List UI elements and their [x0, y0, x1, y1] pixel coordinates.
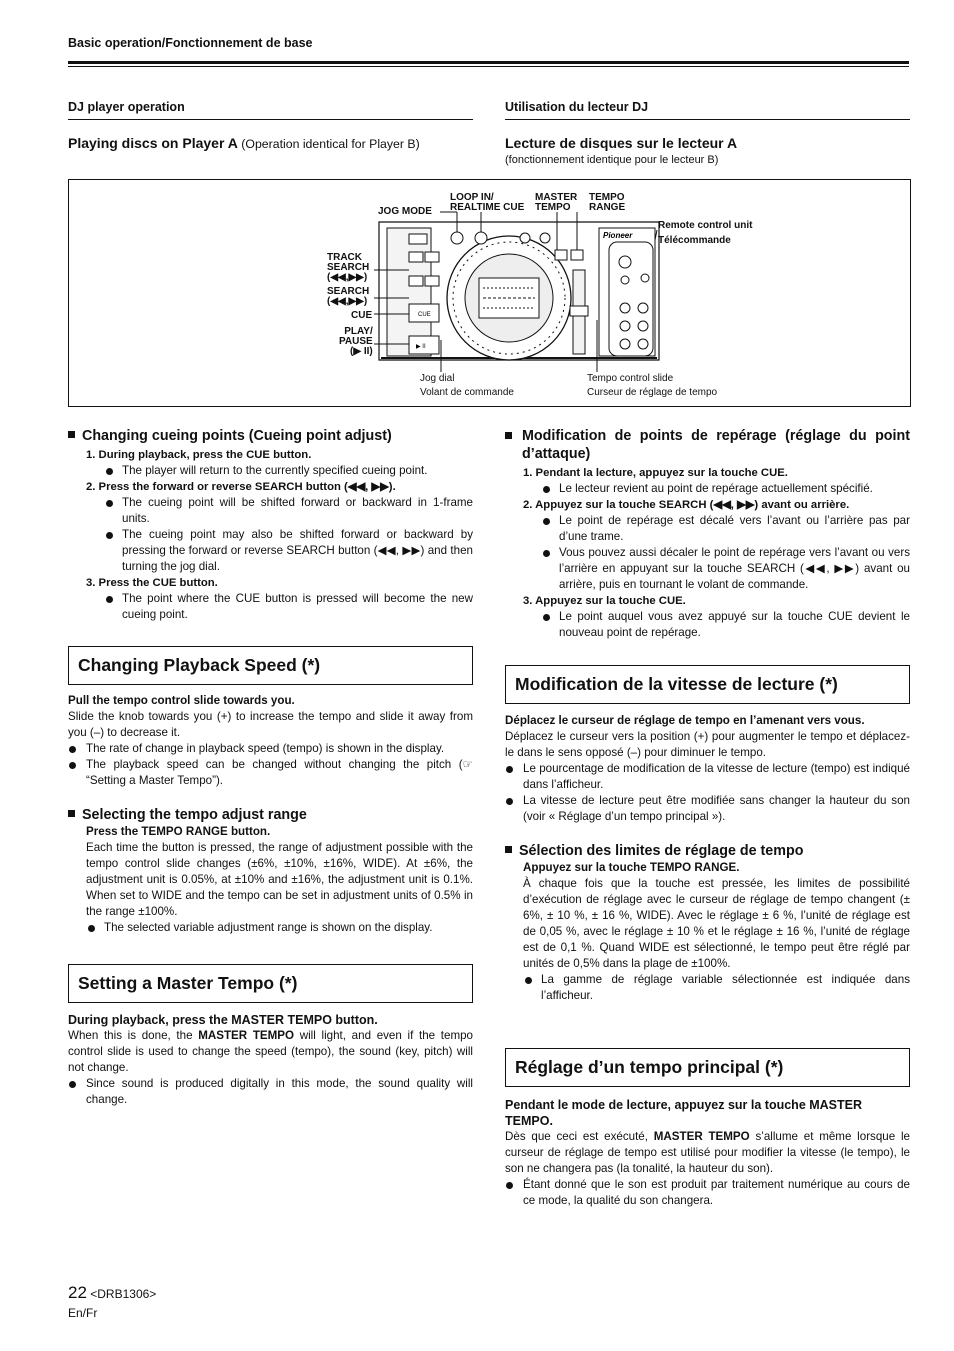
caption-jog-dial: Jog dial: [420, 373, 455, 384]
left-speed-bullet1: The rate of change in playback speed (tempo) is shown in the display.: [68, 741, 473, 757]
left-cue-step1: 1. During playback, press the CUE button.: [86, 449, 312, 461]
left-master-section: [68, 1012, 473, 1108]
left-cue-bullet2: The cueing point will be shifted forward or backward in 1-frame units.: [68, 495, 473, 527]
right-cue-section: [505, 427, 910, 641]
right-cue-step3: 3. Appuyez sur la touche CUE.: [523, 595, 686, 607]
left-range-heading: Selecting the tempo adjust range: [82, 807, 307, 823]
right-cue-bullet3: Vous pouvez aussi décaler le point de repérage vers l’avant ou vers l’arrière en appuyant sur la touche SEARCH (◀◀, ▶▶) avant ou arrière, puis en tournant le volant de commande.: [505, 545, 910, 593]
label-remote-fr: Télécommande: [658, 235, 731, 246]
left-master-box: Setting a Master Tempo (*): [68, 964, 473, 1003]
left-master-text-b: MASTER TEMPO: [198, 1029, 295, 1042]
right-speed-text: Déplacez le curseur vers la position (+) pour augmenter le tempo et déplacez-le dans le sens opposé (–) pour diminuer le tempo.: [505, 730, 910, 759]
right-master-lead: Pendant le mode de lecture, appuyez sur la touche MASTER TEMPO.: [505, 1098, 863, 1128]
right-master-bullet1: Étant donné que le son est produit par traitement numérique au cours de ce mode, la qualité du son changera.: [505, 1177, 910, 1209]
left-cue-bullet3: The cueing point may also be shifted forward or backward by pressing the forward or reverse SEARCH button (◀◀, ▶▶) and then turning the jog dial.: [68, 527, 473, 575]
language-code: En/Fr: [68, 1306, 98, 1320]
right-speed-box: Modification de la vitesse de lecture (*): [505, 665, 910, 704]
left-master-text-c: will light, and even if the tempo control slide is used to change the speed (tempo), the sound (key, pitch) will not change.: [68, 1029, 473, 1074]
right-range-text: À chaque fois que la touche est pressée, les limites de possibilité d’exécution de réglage avec le curseur de réglage de tempo changent (± 6%, ± 10 %, ± 16 %, WIDE). Avec le réglage ± 6 %, l’unité de réglage est de 0,05 %, avec le réglage ± 10 % et le réglage ± 16 %, l’unité de réglage est de 0,1 %. Quand WIDE est sélectionné, le tempo peut être réglé par unités de 0,5% dans la plage de ±100%.: [523, 877, 910, 970]
left-section-title: DJ player operation: [68, 100, 185, 114]
left-speed-bullet2: The playback speed can be changed without changing the pitch (☞ “Setting a Master Tempo”).: [68, 757, 473, 789]
page-footer: [68, 1283, 156, 1303]
cue-button-label: CUE: [418, 312, 431, 318]
label-search: SEARCH (◀◀,▶▶): [327, 286, 370, 307]
doc-code: <DRB1306>: [86, 1287, 157, 1301]
caption-tempo-slide-fr: Curseur de réglage de tempo: [587, 387, 718, 398]
right-master-text-b: MASTER TEMPO: [653, 1130, 750, 1143]
label-cue: CUE: [351, 310, 373, 321]
left-master-text-a: When this is done, the: [68, 1029, 199, 1042]
running-header: Basic operation/Fonctionnement de base: [68, 36, 313, 50]
left-subtitle-bold: Playing discs on Player A: [68, 135, 238, 151]
left-speed-text: Slide the knob towards you (+) to increase the tempo and slide it away from you (–) to decrease it.: [68, 710, 473, 739]
right-range-section: [505, 842, 910, 1004]
right-speed-section: [505, 713, 910, 825]
right-subtitle: Lecture de disques sur le lecteur A: [505, 135, 738, 151]
svg-text:▶ II: ▶ II: [416, 344, 426, 350]
caption-jog-dial-fr: Volant de commande: [420, 387, 514, 398]
left-subtitle-note: (Operation identical for Player B): [237, 137, 420, 151]
right-master-text-c: s’allume et même lorsque le curseur de réglage de tempo est utilisé pour modifier la vitesse (le tempo), le son ne changera pas (la tonalité, la hauteur du son).: [505, 1130, 910, 1175]
left-range-bullet1: The selected variable adjustment range is shown on the display.: [68, 920, 473, 936]
left-range-section: [68, 806, 473, 936]
left-cue-step3: 3. Press the CUE button.: [86, 577, 218, 589]
left-section-rule: [68, 119, 473, 120]
right-speed-bullet2: La vitesse de lecture peut être modifiée sans changer la hauteur du son (voir « Réglage d’un tempo principal »).: [505, 793, 910, 825]
right-section-title: Utilisation du lecteur DJ: [505, 100, 649, 114]
label-master-tempo: MASTER TEMPO: [535, 192, 578, 213]
label-remote: Remote control unit: [658, 220, 753, 231]
right-range-bullet1: La gamme de réglage variable sélectionnée est indiquée dans l’afficheur.: [505, 972, 910, 1004]
page-number: 22: [68, 1283, 87, 1302]
right-subtitle-note: (fonctionnement identique pour le lecteur B): [505, 154, 719, 166]
right-cue-bullet2: Le point de repérage est décalé vers l’avant ou l’arrière pas par d’une trame.: [505, 513, 910, 545]
label-jog-mode: JOG MODE: [378, 206, 432, 217]
header-rule: [68, 61, 909, 64]
label-tempo-range: TEMPO RANGE: [589, 192, 626, 213]
right-speed-lead: Déplacez le curseur de réglage de tempo en l’amenant vers vous.: [505, 714, 865, 727]
label-track-search: TRACK SEARCH (◀◀,▶▶): [327, 252, 370, 283]
right-master-section: [505, 1097, 910, 1209]
left-range-text: Each time the button is pressed, the range of adjustment possible with the tempo control slide changes (±6%, ±10%, ±16%, WIDE). At ±6%, the adjustment unit is 0.05%, at ±10% and ±16%, the adjustment unit is 0.1%. When set to WIDE and the tempo can be set in adjustment units of 0.5% in the range ±100%.: [86, 841, 473, 918]
right-cue-bullet1: Le lecteur revient au point de repérage actuellement spécifié.: [505, 481, 910, 497]
left-range-lead: Press the TEMPO RANGE button.: [86, 825, 271, 838]
left-master-bullet1: Since sound is produced digitally in this mode, the sound quality will change.: [68, 1076, 473, 1108]
right-cue-heading: Modification de points de repérage (réglage du point d’attaque): [522, 428, 910, 462]
caption-tempo-slide: Tempo control slide: [587, 373, 674, 384]
right-speed-bullet1: Le pourcentage de modification de la vitesse de lecture (tempo) est indiqué dans l’afficheur.: [505, 761, 910, 793]
player-illustration: [69, 180, 910, 406]
right-cue-step1: 1. Pendant la lecture, appuyez sur la touche CUE.: [523, 467, 788, 479]
header-rule-thin: [68, 66, 909, 67]
left-speed-lead: Pull the tempo control slide towards you.: [68, 694, 295, 707]
left-speed-section: [68, 693, 473, 789]
left-cue-step2: 2. Press the forward or reverse SEARCH button (◀◀, ▶▶).: [86, 481, 396, 493]
label-loop-in: LOOP IN/ REALTIME CUE: [450, 192, 525, 213]
left-cue-heading: Changing cueing points (Cueing point adjust): [82, 428, 392, 444]
left-cue-bullet4: The point where the CUE button is pressed will become the new cueing point.: [68, 591, 473, 623]
right-master-text-a: Dès que ceci est exécuté,: [505, 1130, 654, 1143]
right-range-heading: Sélection des limites de réglage de tempo: [519, 843, 804, 859]
left-speed-box: Changing Playback Speed (*): [68, 646, 473, 685]
right-range-lead: Appuyez sur la touche TEMPO RANGE.: [523, 861, 740, 874]
right-cue-bullet4: Le point auquel vous avez appuyé sur la touche CUE devient le nouveau point de repérage.: [505, 609, 910, 641]
right-master-box: Réglage d’un tempo principal (*): [505, 1048, 910, 1087]
label-play-pause: PLAY/ PAUSE (▶ II): [339, 326, 373, 357]
player-figure: [68, 179, 911, 407]
brand-logo: Pioneer: [603, 231, 633, 240]
right-section-rule: [505, 119, 910, 120]
left-cue-section: [68, 427, 473, 623]
left-cue-bullet1: The player will return to the currently specified cueing point.: [68, 463, 473, 479]
right-cue-step2: 2. Appuyez sur la touche SEARCH (◀◀, ▶▶) avant ou arrière.: [523, 499, 850, 511]
left-master-lead: During playback, press the MASTER TEMPO button.: [68, 1013, 378, 1027]
left-subtitle: [68, 135, 420, 151]
